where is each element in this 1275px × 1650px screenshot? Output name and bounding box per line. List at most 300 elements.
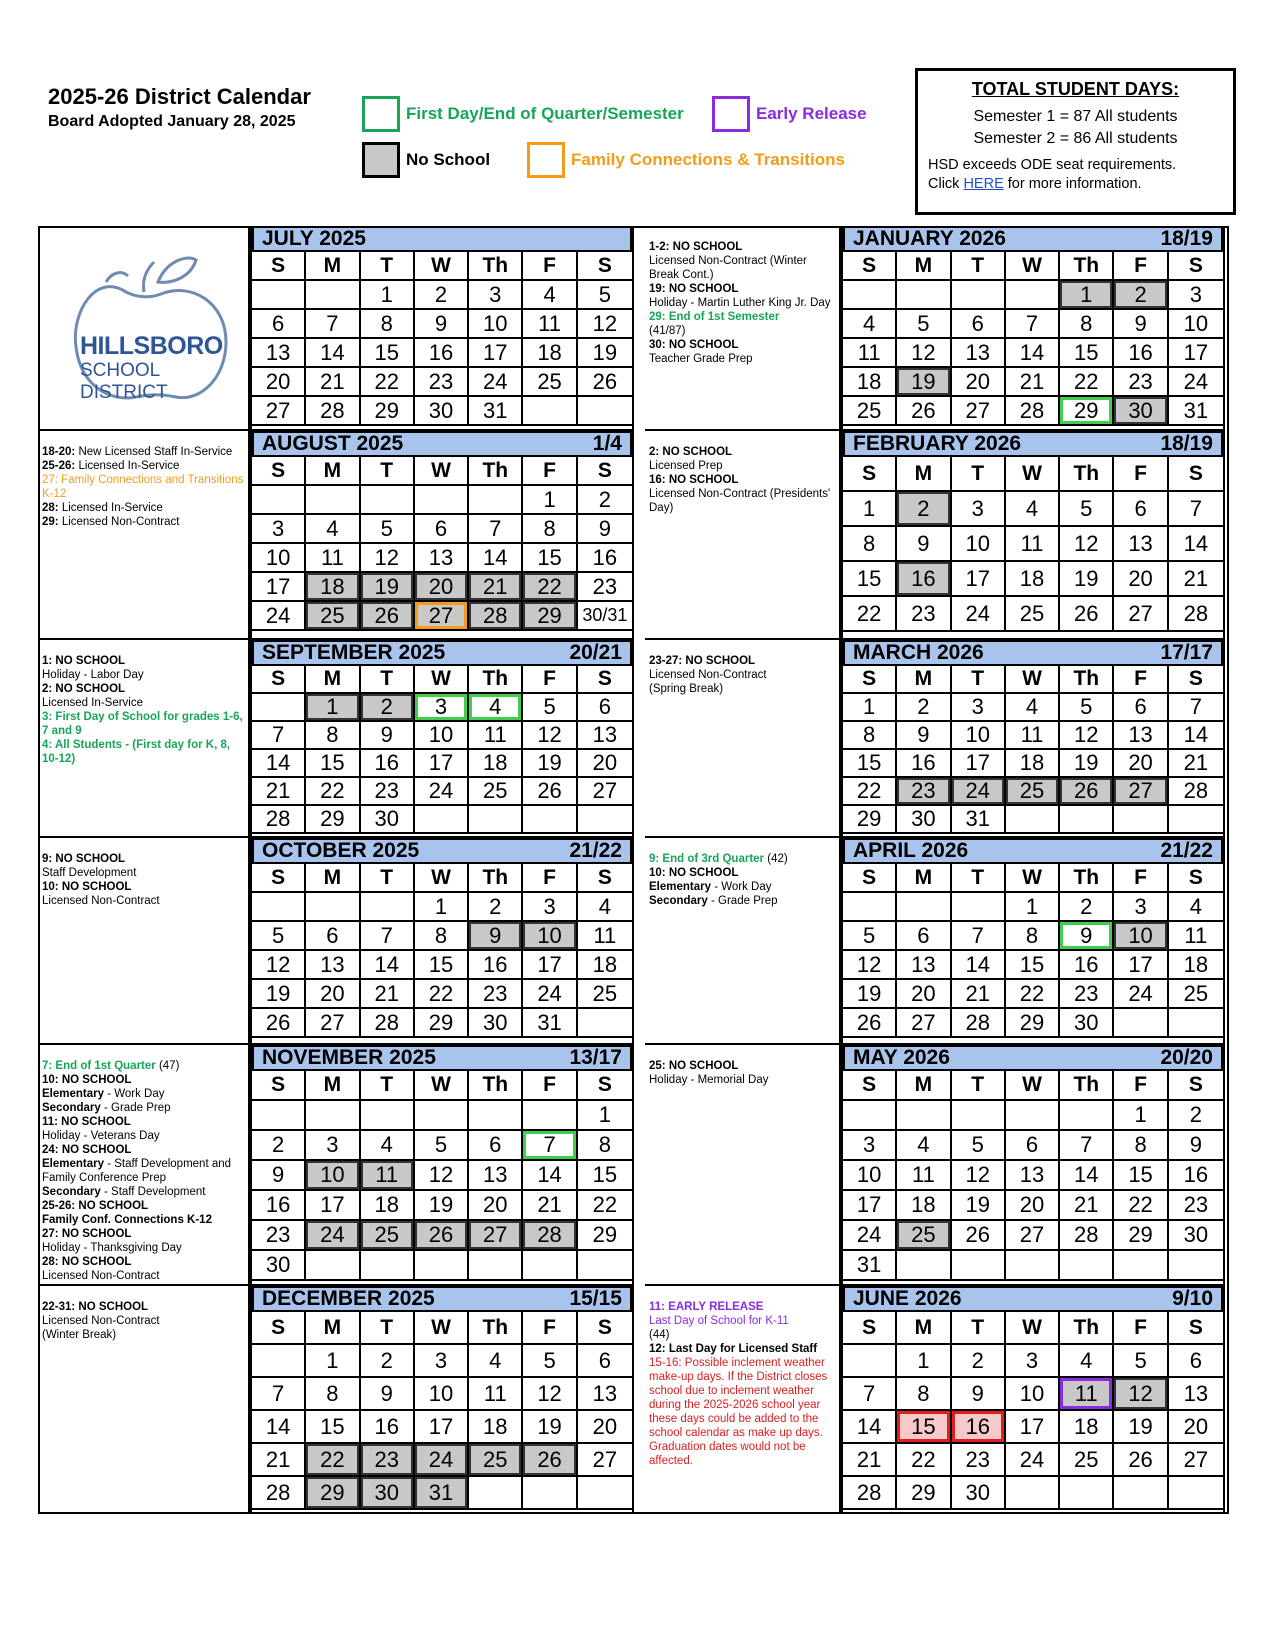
weekday-header: S — [843, 1312, 897, 1345]
day-cell: 29 — [897, 1477, 951, 1510]
empty-cell — [1060, 1477, 1114, 1510]
day-cell: 13 — [897, 951, 951, 980]
day-cell: 20 — [578, 750, 632, 778]
note-text: 28: NO SCHOOL — [42, 1256, 132, 1268]
day-cell: 16 — [1114, 339, 1168, 368]
day-cell: 31 — [1169, 397, 1223, 426]
note-line — [649, 880, 835, 894]
empty-cell — [469, 806, 523, 834]
empty-cell — [1060, 1251, 1114, 1281]
day-cell: 1 — [361, 281, 415, 310]
day-cell: 17 — [843, 1191, 897, 1221]
day-cell: 26 — [952, 1221, 1006, 1251]
note-line — [42, 501, 244, 515]
empty-cell — [578, 806, 632, 834]
day-cell: 25 — [1006, 778, 1060, 806]
day-cell: 14 — [252, 750, 306, 778]
day-cell: 13 — [306, 951, 360, 980]
day-cell: 14 — [306, 339, 360, 368]
day-cell: 1 — [897, 1345, 951, 1378]
here-link[interactable]: HERE — [963, 176, 1004, 192]
day-cell: 17 — [1169, 339, 1223, 368]
day-cell: 27 — [306, 1009, 360, 1038]
day-cell: 21 — [1060, 1191, 1114, 1221]
day-cell: 28 — [361, 1009, 415, 1038]
day-cell: 7 — [1169, 492, 1223, 527]
day-cell: 19 — [415, 1191, 469, 1221]
day-cell: 22 — [843, 597, 897, 632]
day-cell: 9 — [578, 515, 632, 544]
day-cell: 2 — [252, 1131, 306, 1161]
empty-cell — [1006, 806, 1060, 834]
day-cell: 21 — [252, 778, 306, 806]
day-cell: 6 — [1006, 1131, 1060, 1161]
empty-cell — [1060, 806, 1114, 834]
month-header — [843, 431, 1223, 457]
weekday-header: S — [252, 1071, 306, 1101]
day-cell: 13 — [578, 722, 632, 750]
day-cell: 27 — [952, 397, 1006, 426]
weekday-header: W — [415, 1071, 469, 1101]
day-cell: 22 — [306, 778, 360, 806]
day-cell: 28 — [252, 1477, 306, 1510]
weekday-header: S — [843, 457, 897, 492]
weekday-header: F — [523, 1312, 577, 1345]
note-line — [649, 282, 835, 296]
note-line — [42, 682, 244, 696]
day-cell: 16 — [897, 750, 951, 778]
empty-cell — [843, 281, 897, 310]
notes-nov — [38, 1045, 250, 1286]
day-cell: 16 — [469, 951, 523, 980]
day-cell: 5 — [361, 515, 415, 544]
month-day-count: 13/17 — [569, 1046, 622, 1069]
day-cell: 4 — [469, 694, 523, 722]
day-cell: 18 — [843, 368, 897, 397]
note-line — [649, 310, 835, 324]
day-cell: 30 — [897, 806, 951, 834]
note-text: Holiday - Veterans Day — [42, 1130, 160, 1142]
empty-cell — [415, 1101, 469, 1131]
day-cell: 25 — [1060, 1444, 1114, 1477]
totals-note-line1: HSD exceeds ODE seat requirements. — [928, 157, 1177, 173]
note-text: 11: NO SCHOOL — [42, 1116, 131, 1128]
day-cell: 25 — [1006, 597, 1060, 632]
weekday-header: M — [897, 864, 951, 893]
totals-note — [928, 156, 1223, 194]
day-cell: 23 — [952, 1444, 1006, 1477]
day-cell: 30 — [361, 1477, 415, 1510]
day-cell: 12 — [578, 310, 632, 339]
weekday-header: Th — [469, 252, 523, 281]
day-cell: 11 — [1006, 722, 1060, 750]
day-cell: 20 — [306, 980, 360, 1009]
day-cell: 26 — [252, 1009, 306, 1038]
day-cell: 12 — [361, 544, 415, 573]
day-cell: 30 — [252, 1251, 306, 1281]
month-name: AUGUST 2025 — [262, 432, 404, 455]
month-grid — [843, 666, 1223, 834]
day-cell: 24 — [843, 1221, 897, 1251]
day-cell: 8 — [523, 515, 577, 544]
weekday-header: Th — [1060, 457, 1114, 492]
weekday-header: M — [897, 1071, 951, 1101]
empty-cell — [306, 893, 360, 922]
weekday-header: S — [1169, 666, 1223, 694]
day-cell: 20 — [469, 1191, 523, 1221]
empty-cell — [843, 1345, 897, 1378]
day-cell: 3 — [415, 1345, 469, 1378]
day-cell: 26 — [843, 1009, 897, 1038]
day-cell: 12 — [897, 339, 951, 368]
day-cell: 27 — [578, 1444, 632, 1477]
day-cell: 15 — [1060, 339, 1114, 368]
day-cell: 27 — [1169, 1444, 1223, 1477]
day-cell: 2 — [897, 492, 951, 527]
day-cell: 5 — [523, 1345, 577, 1378]
day-cell: 15 — [1006, 951, 1060, 980]
day-cell: 29 — [306, 1477, 360, 1510]
day-cell: 26 — [523, 1444, 577, 1477]
month-name: DECEMBER 2025 — [262, 1287, 435, 1310]
day-cell: 3 — [952, 694, 1006, 722]
day-cell: 5 — [415, 1131, 469, 1161]
month-name: APRIL 2026 — [853, 839, 969, 862]
note-line — [649, 1059, 835, 1073]
weekday-header: Th — [469, 864, 523, 893]
day-cell: 2 — [897, 694, 951, 722]
day-cell: 25 — [1169, 980, 1223, 1009]
day-cell: 17 — [252, 573, 306, 602]
day-cell: 29 — [578, 1221, 632, 1251]
note-text: 10: NO SCHOOL — [42, 1074, 132, 1086]
day-cell: 4 — [897, 1131, 951, 1161]
day-cell: 9 — [469, 922, 523, 951]
note-line — [42, 1300, 244, 1314]
day-cell: 4 — [578, 893, 632, 922]
day-cell: 30 — [1169, 1221, 1223, 1251]
weekday-header: M — [897, 252, 951, 281]
weekday-header: F — [1114, 666, 1168, 694]
note-text: Licensed Prep — [649, 460, 723, 472]
day-cell: 3 — [1169, 281, 1223, 310]
weekday-header: W — [1006, 1071, 1060, 1101]
day-cell: 23 — [1060, 980, 1114, 1009]
day-cell: 1 — [306, 694, 360, 722]
page-title: 2025-26 District Calendar — [48, 84, 311, 109]
day-cell: 22 — [415, 980, 469, 1009]
day-cell: 14 — [361, 951, 415, 980]
day-cell: 26 — [1114, 1444, 1168, 1477]
day-cell: 19 — [523, 1411, 577, 1444]
day-cell: 13 — [1114, 527, 1168, 562]
empty-cell — [1169, 806, 1223, 834]
month-may-2026 — [841, 1045, 1225, 1286]
day-cell: 19 — [1060, 562, 1114, 597]
day-cell: 26 — [578, 368, 632, 397]
month-day-count: 18/19 — [1160, 227, 1213, 250]
day-cell: 6 — [578, 694, 632, 722]
weekday-header: T — [952, 457, 1006, 492]
day-cell: 16 — [952, 1411, 1006, 1444]
weekday-header: W — [415, 666, 469, 694]
day-cell: 28 — [523, 1221, 577, 1251]
day-cell: 6 — [1114, 694, 1168, 722]
day-cell: 7 — [952, 922, 1006, 951]
month-october-2025 — [250, 838, 634, 1045]
weekday-header: M — [306, 1312, 360, 1345]
empty-cell — [897, 1251, 951, 1281]
legend-first-day — [362, 96, 684, 132]
day-cell: 12 — [523, 722, 577, 750]
day-cell: 30 — [361, 806, 415, 834]
note-detail: - Work Day — [104, 1088, 165, 1100]
note-text: 4: All Students - (First day for K, 8, 10-12) — [42, 739, 231, 765]
day-cell: 4 — [1060, 1345, 1114, 1378]
weekday-header: M — [897, 457, 951, 492]
day-cell: 8 — [306, 1378, 360, 1411]
note-text: Elementary — [42, 1088, 105, 1100]
day-cell: 1 — [843, 694, 897, 722]
note-detail: (42) — [764, 853, 788, 865]
day-cell: 17 — [306, 1191, 360, 1221]
day-cell: 10 — [306, 1161, 360, 1191]
empty-cell — [1114, 806, 1168, 834]
empty-cell — [578, 397, 632, 426]
note-detail: Licensed Non-Contract — [58, 516, 180, 528]
day-cell: 11 — [469, 1378, 523, 1411]
note-line — [649, 324, 835, 338]
weekday-header: F — [523, 864, 577, 893]
day-cell: 28 — [1060, 1221, 1114, 1251]
note-line — [42, 1314, 244, 1328]
day-cell: 23 — [578, 573, 632, 602]
notes-feb — [645, 431, 841, 640]
note-text: Licensed Non-Contract — [42, 1270, 160, 1282]
weekday-header: Th — [469, 1312, 523, 1345]
day-cell: 22 — [843, 778, 897, 806]
empty-cell — [843, 893, 897, 922]
weekday-header: M — [306, 457, 360, 486]
day-cell: 24 — [1114, 980, 1168, 1009]
empty-cell — [469, 1251, 523, 1281]
empty-cell — [252, 486, 306, 515]
month-march-2026 — [841, 640, 1225, 838]
day-cell: 10 — [415, 1378, 469, 1411]
note-text: 9: End of 3rd Quarter — [649, 853, 765, 865]
note-line — [42, 1241, 244, 1255]
month-day-count: 1/4 — [592, 432, 622, 455]
day-cell: 8 — [578, 1131, 632, 1161]
weekday-header: Th — [1060, 1312, 1114, 1345]
weekday-header: S — [1169, 1312, 1223, 1345]
day-cell: 23 — [1114, 368, 1168, 397]
day-cell: 17 — [952, 750, 1006, 778]
weekday-header: W — [1006, 864, 1060, 893]
day-cell: 7 — [523, 1131, 577, 1161]
empty-cell — [897, 281, 951, 310]
page-subtitle: Board Adopted January 28, 2025 — [48, 113, 296, 130]
day-cell: 7 — [469, 515, 523, 544]
note-line — [42, 852, 244, 866]
day-cell: 23 — [252, 1221, 306, 1251]
day-cell: 25 — [843, 397, 897, 426]
day-cell: 6 — [252, 310, 306, 339]
empty-cell — [306, 281, 360, 310]
weekday-header: W — [1006, 666, 1060, 694]
note-text: Licensed In-Service — [42, 697, 143, 709]
note-detail: - Grade Prep — [707, 895, 778, 907]
month-header — [252, 226, 632, 252]
month-header — [843, 838, 1223, 864]
gray-square-icon — [362, 142, 400, 178]
day-cell: 15 — [306, 1411, 360, 1444]
day-cell: 22 — [1114, 1191, 1168, 1221]
weekday-header: T — [361, 666, 415, 694]
day-cell: 5 — [578, 281, 632, 310]
note-line — [649, 1073, 835, 1087]
empty-cell — [1006, 1477, 1060, 1510]
day-cell: 18 — [361, 1191, 415, 1221]
month-day-count: 21/22 — [569, 839, 622, 862]
weekday-header: F — [523, 457, 577, 486]
note-text: 22-31: NO SCHOOL — [42, 1301, 149, 1313]
note-text: Holiday - Labor Day — [42, 669, 144, 681]
day-cell: 18 — [469, 750, 523, 778]
day-cell: 4 — [1006, 492, 1060, 527]
day-cell: 20 — [1006, 1191, 1060, 1221]
month-name: NOVEMBER 2025 — [262, 1046, 436, 1069]
day-cell: 1 — [578, 1101, 632, 1131]
day-cell: 11 — [469, 722, 523, 750]
note-text: 27: Family Connections and Transitions K-12 — [42, 474, 244, 500]
note-line — [649, 459, 835, 473]
day-cell: 3 — [306, 1131, 360, 1161]
day-cell: 21 — [361, 980, 415, 1009]
day-cell: 8 — [415, 922, 469, 951]
empty-cell — [415, 486, 469, 515]
day-cell: 26 — [361, 602, 415, 631]
note-text: 19: NO SCHOOL — [649, 283, 739, 295]
day-cell: 11 — [306, 544, 360, 573]
weekday-header: T — [952, 666, 1006, 694]
day-cell: 15 — [523, 544, 577, 573]
day-cell: 24 — [415, 778, 469, 806]
day-cell: 14 — [252, 1411, 306, 1444]
day-cell: 19 — [252, 980, 306, 1009]
day-cell: 31 — [952, 806, 1006, 834]
day-cell: 10 — [1169, 310, 1223, 339]
weekday-header: S — [1169, 252, 1223, 281]
month-november-2025 — [250, 1045, 634, 1286]
note-text: Teacher Grade Prep — [649, 353, 753, 365]
month-september-2025 — [250, 640, 634, 838]
day-cell: 15 — [843, 750, 897, 778]
day-cell: 23 — [469, 980, 523, 1009]
note-line — [42, 710, 244, 738]
note-text: 10: NO SCHOOL — [649, 867, 739, 879]
note-line — [42, 654, 244, 668]
note-line — [42, 696, 244, 710]
day-cell: 4 — [1006, 694, 1060, 722]
month-name: JUNE 2026 — [853, 1287, 962, 1310]
weekday-header: Th — [1060, 252, 1114, 281]
day-cell: 8 — [843, 527, 897, 562]
weekday-header: Th — [469, 457, 523, 486]
day-cell: 24 — [952, 778, 1006, 806]
day-cell: 13 — [469, 1161, 523, 1191]
note-line — [649, 1342, 835, 1356]
day-cell: 5 — [252, 922, 306, 951]
day-cell: 3 — [252, 515, 306, 544]
note-line — [649, 445, 835, 459]
note-text: Family Conf. Connections K-12 — [42, 1214, 212, 1226]
legend-no-school-label: No School — [406, 150, 491, 169]
month-name: JANUARY 2026 — [853, 227, 1006, 250]
day-cell: 18 — [1060, 1411, 1114, 1444]
note-text: Last Day of School for K-11 — [649, 1315, 789, 1327]
weekday-header: S — [843, 666, 897, 694]
day-cell: 2 — [1060, 893, 1114, 922]
note-line — [649, 654, 835, 668]
day-cell: 2 — [469, 893, 523, 922]
note-line — [42, 473, 244, 501]
day-cell: 25 — [306, 602, 360, 631]
month-header — [843, 1286, 1223, 1312]
note-line — [42, 515, 244, 529]
notes-oct — [38, 838, 250, 1045]
weekday-header: T — [361, 252, 415, 281]
day-cell: 27 — [1006, 1221, 1060, 1251]
day-cell: 13 — [578, 1378, 632, 1411]
weekday-header: W — [415, 864, 469, 893]
day-cell: 12 — [415, 1161, 469, 1191]
day-cell: 4 — [469, 1345, 523, 1378]
day-cell: 17 — [415, 750, 469, 778]
day-cell: 6 — [469, 1131, 523, 1161]
notes-jun — [645, 1286, 841, 1514]
day-cell: 28 — [306, 397, 360, 426]
totals-note-prefix: Click — [928, 176, 964, 192]
empty-cell — [1169, 1477, 1223, 1510]
day-cell: 19 — [952, 1191, 1006, 1221]
month-header — [252, 1286, 632, 1312]
notes-mar — [645, 640, 841, 838]
empty-cell — [469, 486, 523, 515]
day-cell: 8 — [1006, 922, 1060, 951]
day-cell: 9 — [1060, 922, 1114, 951]
weekday-header: S — [1169, 864, 1223, 893]
note-text: 15-16: Possible inclement weather make-up days. If the District closes school due to inclement weather during the 2025-2026 school year these days could be added to the school calendar as make up days. Graduation dates would not be affected. — [649, 1357, 828, 1467]
legend-early-release-label: Early Release — [756, 104, 867, 123]
empty-cell — [252, 1101, 306, 1131]
weekday-header: Th — [1060, 1071, 1114, 1101]
day-cell: 20 — [1114, 750, 1168, 778]
weekday-header: S — [578, 1312, 632, 1345]
day-cell: 14 — [1169, 527, 1223, 562]
day-cell: 3 — [843, 1131, 897, 1161]
note-text: 1-2: NO SCHOOL — [649, 241, 743, 253]
day-cell: 27 — [415, 602, 469, 631]
day-cell: 12 — [1114, 1378, 1168, 1411]
month-grid — [843, 1312, 1223, 1510]
month-name: MARCH 2026 — [853, 641, 984, 664]
note-line — [649, 296, 835, 310]
legend-early-release — [712, 96, 867, 132]
logo-line1: HILLSBORO — [80, 332, 223, 360]
month-name: JULY 2025 — [262, 227, 366, 250]
month-header — [252, 838, 632, 864]
